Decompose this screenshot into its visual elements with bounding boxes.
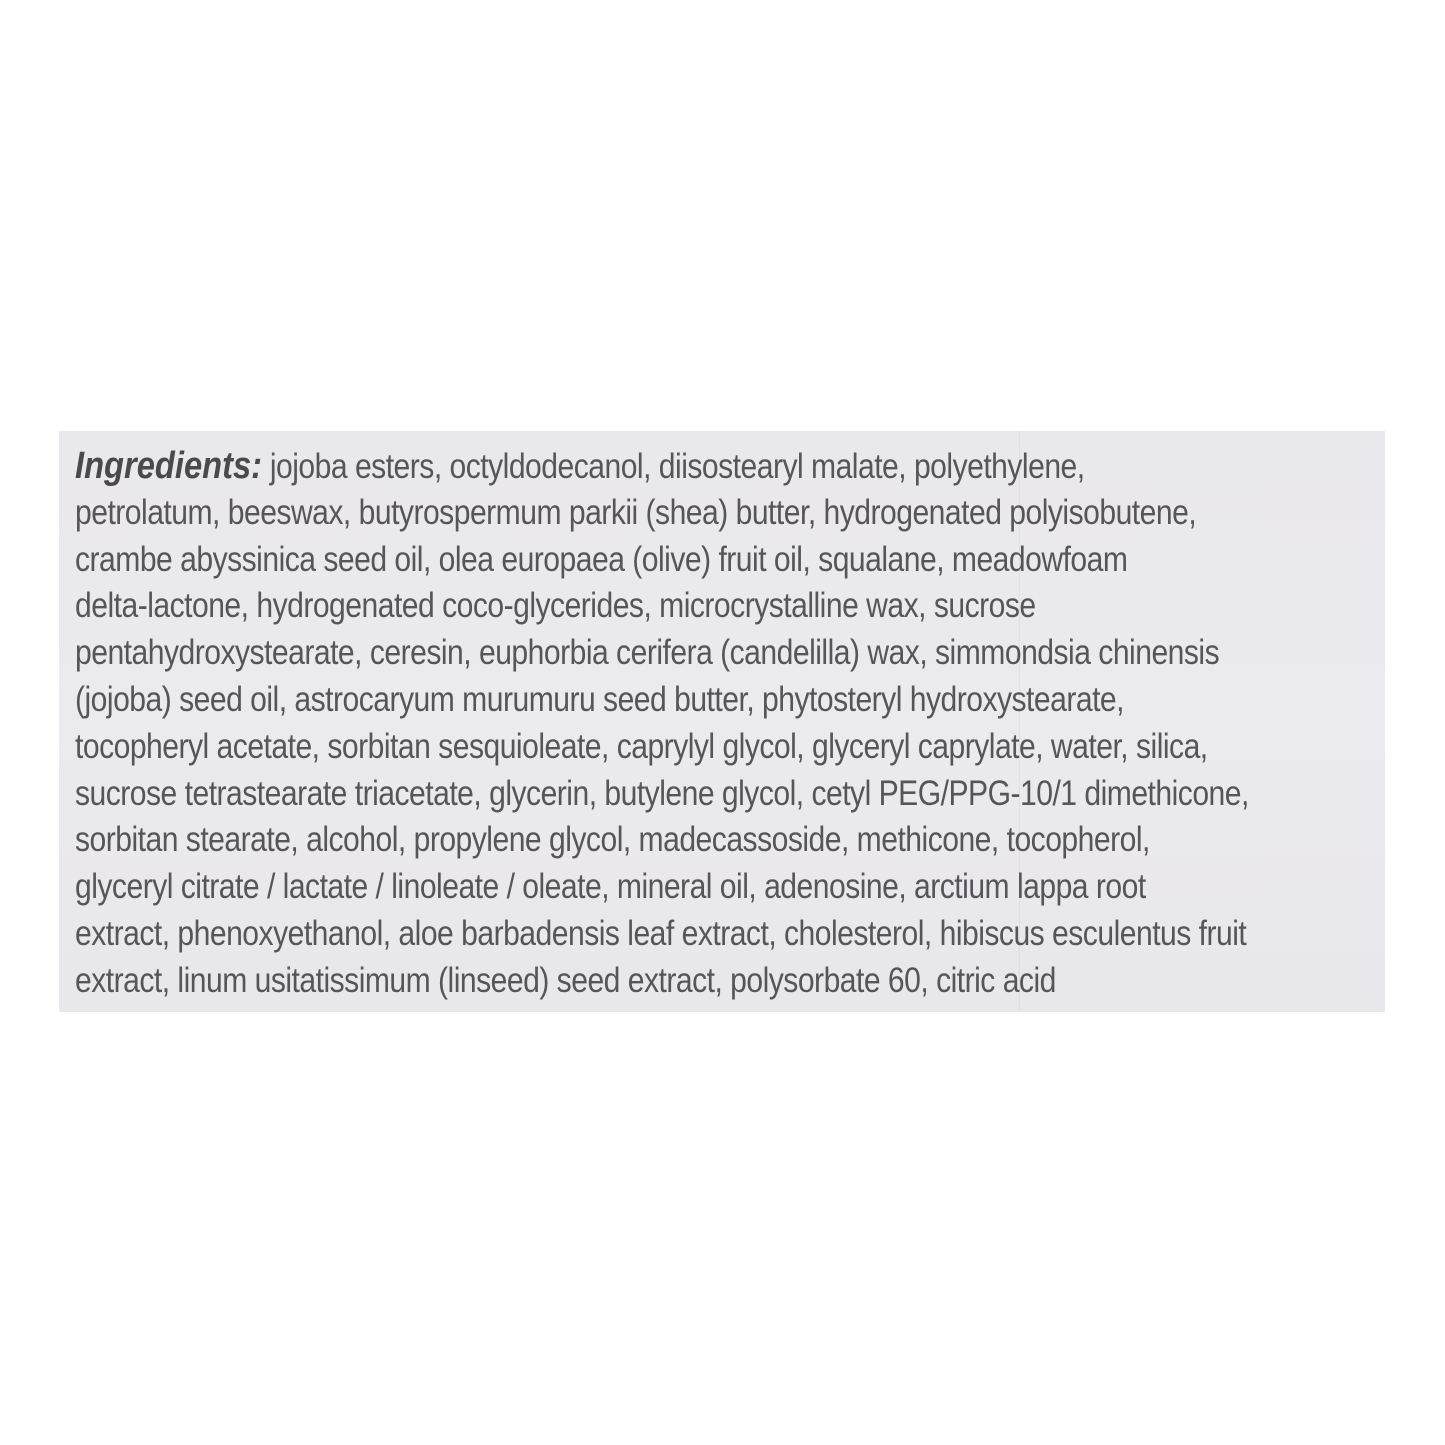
ingredients-line: (jojoba) seed oil, astrocaryum murumuru seed butter, phytosteryl hydroxystearate, <box>75 679 1124 719</box>
ingredients-line: delta-lactone, hydrogenated coco-glycerides, microcrystalline wax, sucrose <box>75 586 1036 626</box>
ingredients-line: glyceryl citrate / lactate / linoleate / oleate, mineral oil, adenosine, arctium lappa root <box>75 867 1146 907</box>
ingredients-line: extract, linum usitatissimum (linseed) seed extract, polysorbate 60, citric acid <box>75 960 1056 1000</box>
ingredients-text <box>75 443 1249 1005</box>
ingredients-line: extract, phenoxyethanol, aloe barbadensis leaf extract, cholesterol, hibiscus esculentus fruit <box>75 913 1247 953</box>
ingredients-line: sorbitan stearate, alcohol, propylene glycol, madecassoside, methicone, tocopherol, <box>75 820 1150 860</box>
ingredients-line: tocopheryl acetate, sorbitan sesquioleate, caprylyl glycol, glyceryl caprylate, water, silica, <box>75 726 1208 766</box>
ingredients-line: pentahydroxystearate, ceresin, euphorbia cerifera (candelilla) wax, simmondsia chinensis <box>75 633 1220 673</box>
ingredients-line-text: jojoba esters, octyldodecanol, diisostearyl malate, polyethylene, <box>269 447 1085 486</box>
ingredients-line: petrolatum, beeswax, butyrospermum parkii (shea) butter, hydrogenated polyisobutene, <box>75 492 1197 532</box>
ingredients-line <box>75 443 1193 490</box>
ingredients-label-panel <box>59 431 1385 1012</box>
ingredients-line: sucrose tetrastearate triacetate, glycerin, butylene glycol, cetyl PEG/PPG-10/1 dimethicone, <box>75 773 1249 813</box>
ingredients-line: crambe abyssinica seed oil, olea europaea (olive) fruit oil, squalane, meadowfoam <box>75 539 1128 579</box>
ingredients-heading: Ingredients: <box>75 445 263 487</box>
